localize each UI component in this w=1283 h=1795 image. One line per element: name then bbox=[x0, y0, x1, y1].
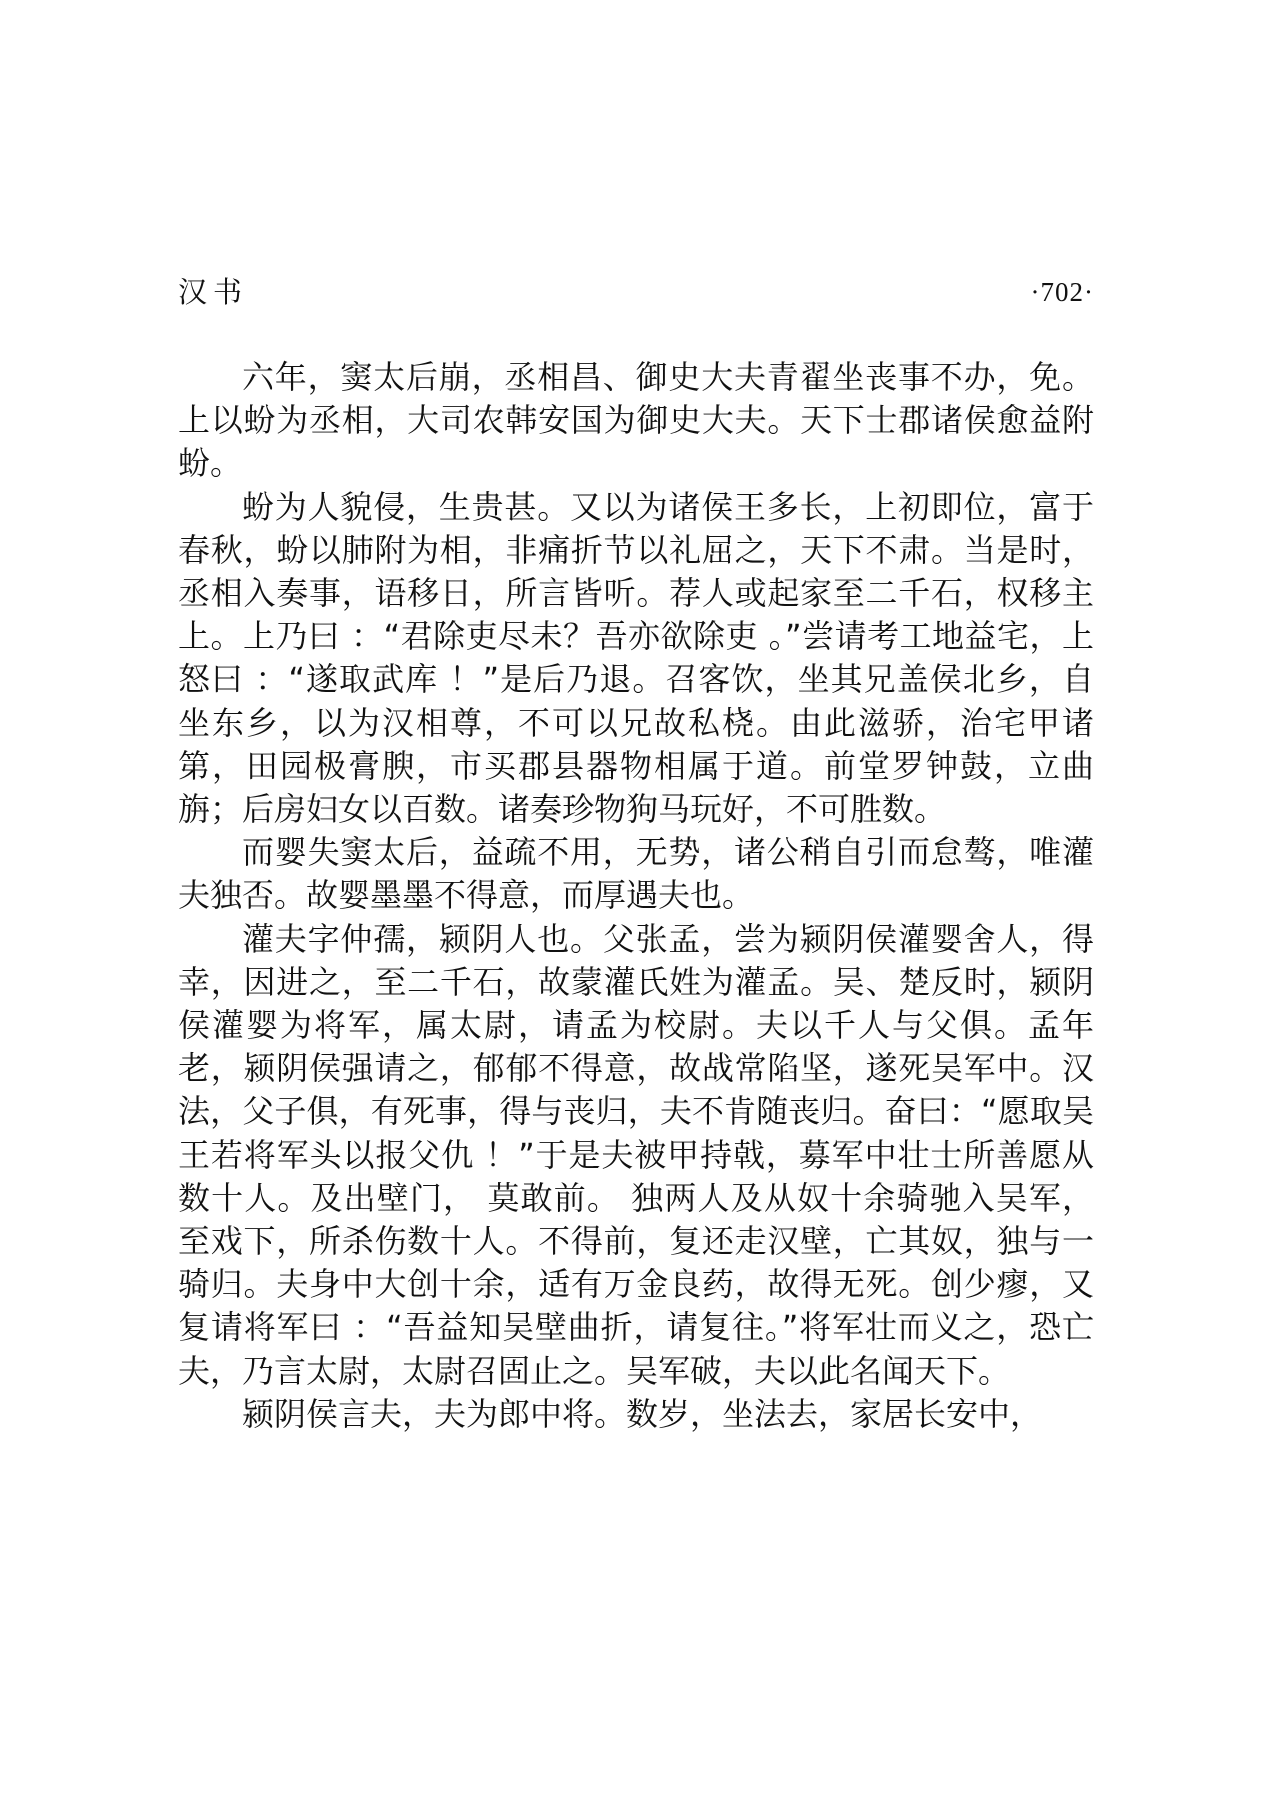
body-text bbox=[178, 356, 1094, 1436]
book-title: 汉书 bbox=[178, 275, 249, 309]
paragraph: 颍阴侯言夫，夫为郎中将。数岁，坐法去，家居长安中， bbox=[242, 1394, 1043, 1433]
running-head bbox=[178, 270, 1094, 314]
paragraph: 蚡为人貌侵，生贵甚。又以为诸侯王多长，上初即位，富于春秋，蚡以肺附为相，非痛折节以礼屈之，天下不肃。当是时，丞相入奏事，语移日，所言皆听。荐人或起家至二千石，权移主上。上乃曰 ：“君除吏尽未？吾亦欲除吏 。”尝请考工地益宅，上怒曰 ：“遂取武库 ！”是后乃退。召客饮，坐其兄盖侯北乡，自坐东乡，以为汉相尊，不可以兄故私桡。由此滋骄，治宅甲诸第，田园极膏腴，市买郡县器物相属于道。前堂罗钟鼓，立曲旃；后房妇女以百数。诸奏珍物狗马玩好，不可胜数。 bbox=[178, 487, 1094, 829]
page-number: ·702· bbox=[1030, 277, 1094, 307]
paragraph: 六年，窦太后崩，丞相昌、御史大夫青翟坐丧事不办，免。上以蚡为丞相，大司农韩安国为御史大夫。天下士郡诸侯愈益附蚡。 bbox=[178, 358, 1094, 483]
paragraph: 而婴失窦太后，益疏不用，无势，诸公稍自引而怠骜，唯灌夫独否。故婴墨墨不得意，而厚遇夫也。 bbox=[178, 833, 1094, 915]
paragraph: 灌夫字仲孺，颍阴人也。父张孟，尝为颍阴侯灌婴舍人，得幸，因进之，至二千石，故蒙灌氏姓为灌孟。吴、楚反时，颍阴侯灌婴为将军，属太尉，请孟为校尉。夫以千人与父俱。孟年老，颍阴侯强请之，郁郁不得意，故战常陷坚，遂死吴军中。汉法，父子俱，有死事，得与丧归，夫不肯随丧归。奋曰：“愿取吴王若将军头以报父仇 ！”于是夫被甲持戟，募军中壮士所善愿从数十人。及出壁门， 莫敢前。 独两人及从奴十余骑驰入吴军，至戏下，所杀伤数十人。不得前，复还走汉壁，亡其奴，独与一骑归。夫身中大创十余，适有万金良药，故得无死。创少瘳，又复请将军曰 ：“吾益知吴壁曲折，请复往。”将军壮而义之，恐亡夫，乃言太尉，太尉召固止之。吴军破，夫以此名闻天下。 bbox=[178, 919, 1094, 1390]
